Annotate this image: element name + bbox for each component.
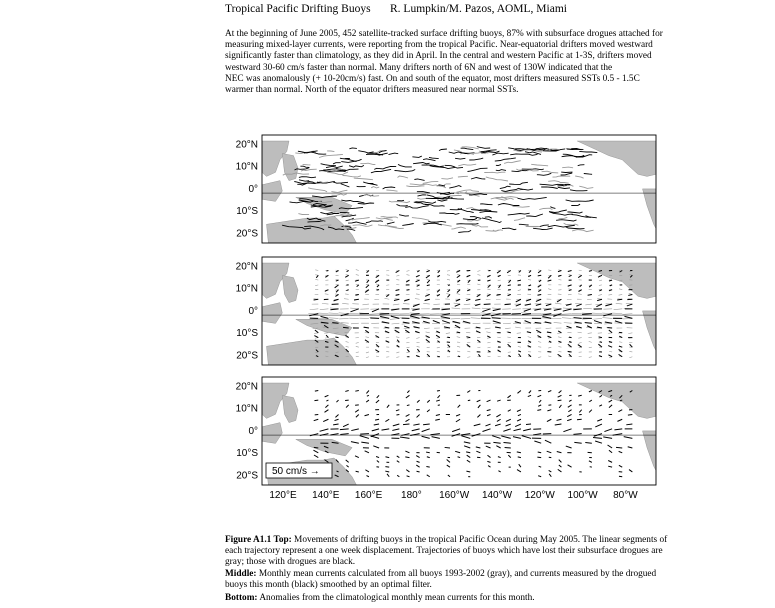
lon-tick-label: 80°W (613, 490, 638, 501)
caption-fig-label: Figure A1.1 Top: (225, 535, 292, 545)
lon-tick-label: 160°W (439, 490, 470, 501)
lat-tick-label: 10°N (235, 283, 258, 295)
lat-tick-label: 20°S (236, 470, 258, 482)
lat-tick-label: 0° (248, 305, 258, 317)
caption-line: gray; those with drogues are black. (225, 557, 356, 568)
intro-line: measuring mixed-layer currents, were reporting from the tropical Pacific. Near-equatorial drifters moved westward (225, 40, 653, 51)
lon-tick-label: 160°E (354, 490, 383, 501)
lat-tick-label: 20°N (235, 139, 258, 151)
lat-tick-label: 0° (248, 425, 258, 437)
intro-line: At the beginning of June 2005, 452 satellite-tracked surface drifting buoys, 87% with subsurface drogues attached for (225, 29, 663, 39)
lat-tick-label: 20°N (235, 261, 258, 273)
lat-tick-label: 20°S (236, 228, 258, 240)
header-author: R. Lumpkin/M. Pazos, AOML, Miami (390, 3, 567, 15)
intro-line: westward 30-60 cm/s faster than normal. Many drifters north of 6N and west of 130W indicated that the (225, 62, 613, 73)
lon-tick-label: 100°W (567, 490, 598, 501)
lon-tick-label: 120°W (524, 490, 555, 501)
lon-tick-label: 140°E (312, 490, 340, 501)
lon-tick-label: 120°E (269, 490, 297, 501)
lat-tick-label: 20°N (235, 381, 258, 393)
map-panel-middle (236, 257, 665, 369)
lat-tick-label: 10°S (236, 328, 258, 340)
caption-middle-label: Middle: (225, 568, 257, 579)
caption-bottom-label: Bottom: (225, 593, 258, 604)
intro-line: significantly faster than climatology, as they did in April. In the central and western Pacific at 1-3S, drifters moved (225, 51, 652, 62)
caption-fig-text: Movements of drifting buoys in the tropical Pacific Ocean during May 2005. The linear segments of (291, 535, 668, 545)
caption-bottom-text: Anomalies from the climatological monthly mean currents for this month. (257, 593, 535, 604)
lat-tick-label: 10°N (235, 403, 258, 415)
lat-tick-label: 10°N (235, 161, 258, 173)
figure-caption (225, 535, 725, 604)
lon-tick-label: 180° (401, 490, 422, 501)
intro-line: NEC was anomalously (+ 10-20cm/s) fast. On and south of the equator, most drifters measured SSTs 0.5 - 1.5C (225, 73, 640, 84)
map-panel-top (236, 135, 665, 247)
lat-tick-label: 10°S (236, 206, 258, 218)
lat-tick-label: 10°S (236, 448, 258, 460)
lat-tick-label: 20°S (236, 350, 258, 362)
intro-line: warmer than normal. North of the equator drifters measured near normal SSTs. (225, 85, 519, 96)
caption-line: each trajectory represent a one week displacement. Trajectories of buoys which have lost their subsurface drogues are (225, 546, 663, 557)
lon-tick-label: 140°W (481, 490, 513, 501)
header-title: Tropical Pacific Drifting Buoys (225, 3, 371, 15)
scale-legend (266, 463, 332, 478)
caption-line: buoys this month (black) smoothed by an optimal filter. (225, 579, 432, 590)
lat-tick-label: 0° (248, 183, 258, 195)
caption-middle-text: Monthly mean currents calculated from all buoys 1993-2002 (gray), and currents measured by the drogued (256, 568, 657, 579)
scale-label: 50 cm/s → (272, 466, 320, 477)
